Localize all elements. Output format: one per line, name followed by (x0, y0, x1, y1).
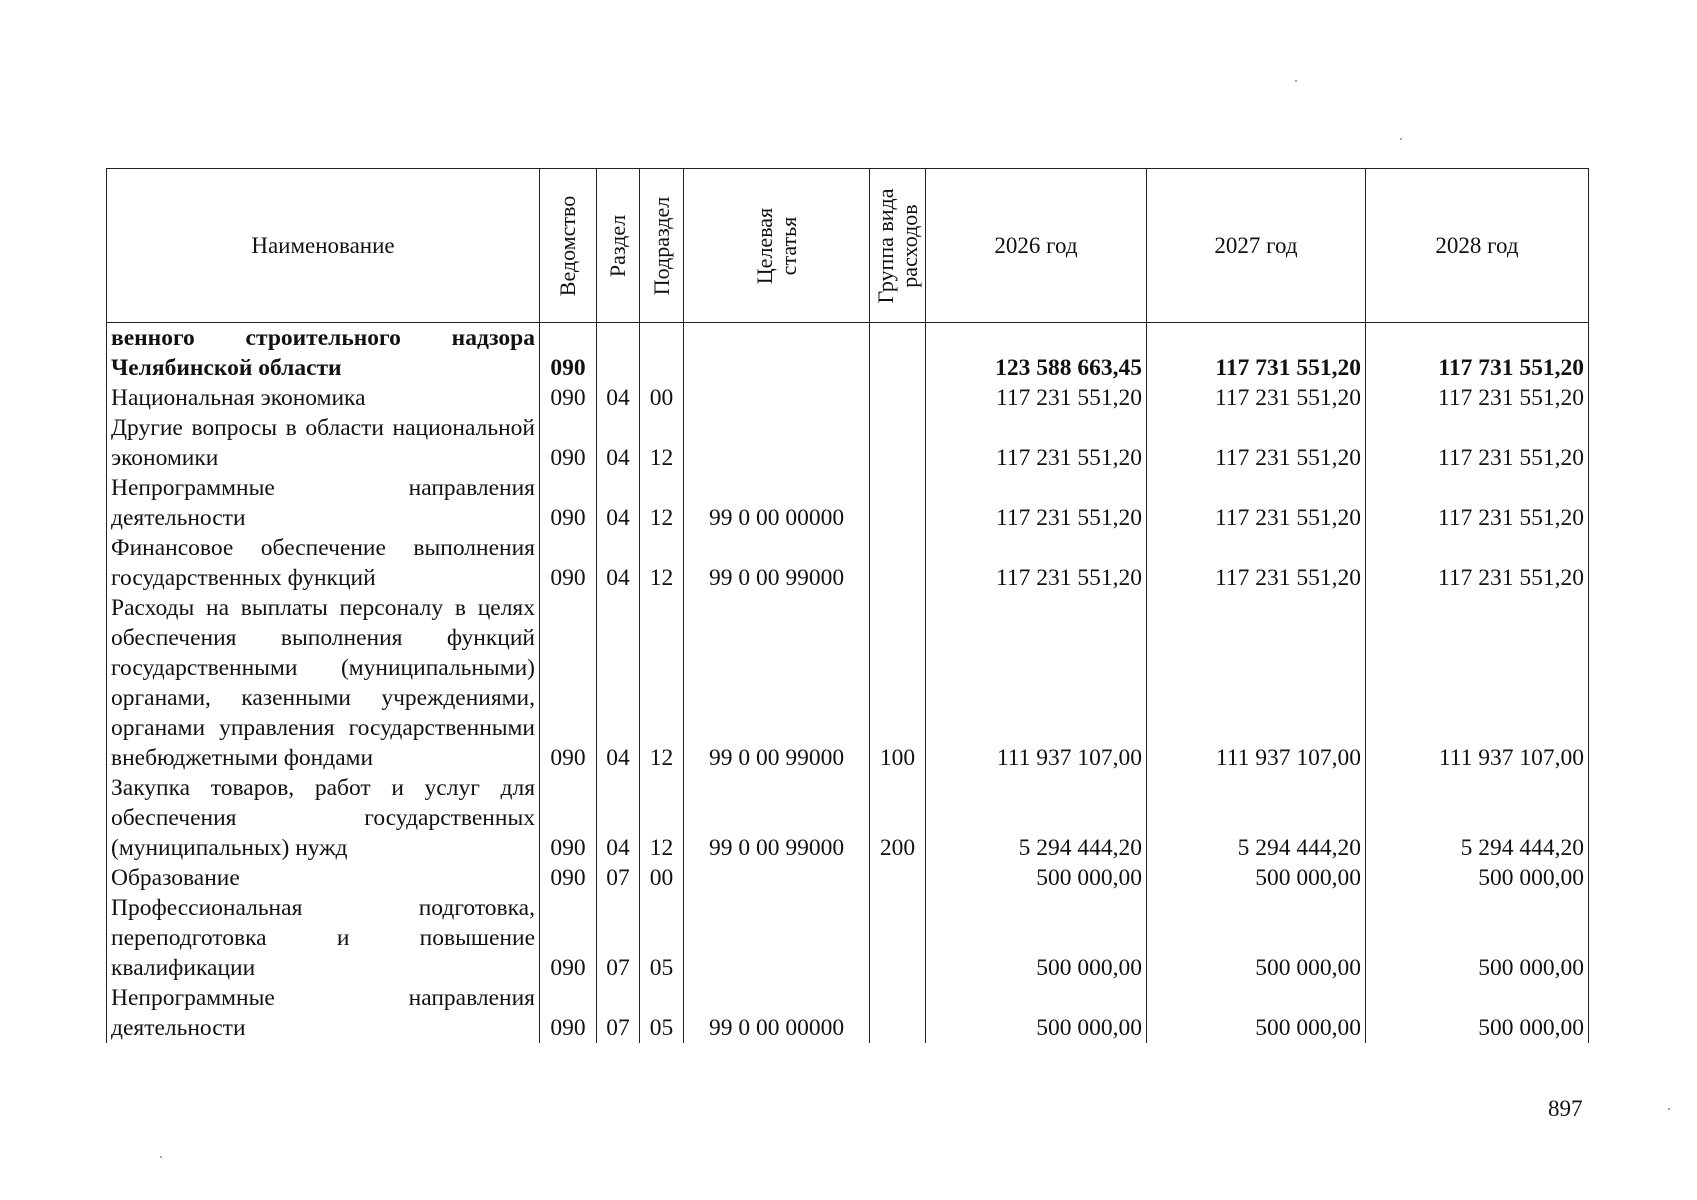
budget-table (106, 168, 1589, 1043)
row-2028: 500 000,00 (1366, 893, 1589, 983)
row-celevaya (684, 383, 870, 413)
scan-speck (1400, 138, 1402, 140)
table-row (107, 413, 1589, 473)
row-name: Непрограммные направления деятельности (107, 983, 540, 1043)
row-2026: 5 294 444,20 (926, 773, 1147, 863)
row-2027: 117 231 551,20 (1147, 533, 1366, 593)
row-gruppa (870, 533, 926, 593)
row-gruppa (870, 893, 926, 983)
row-name: Профессиональная подготовка, переподготовка и повышение квалификации (107, 893, 540, 983)
row-podrazdel: 00 (640, 863, 684, 893)
row-2026: 111 937 107,00 (926, 593, 1147, 773)
table-row (107, 893, 1589, 983)
row-2028: 500 000,00 (1366, 863, 1589, 893)
row-2028: 111 937 107,00 (1366, 593, 1589, 773)
row-name: Национальная экономика (107, 383, 540, 413)
header-razdel-label: Раздел (605, 214, 630, 277)
header-razdel (597, 169, 640, 323)
row-2027: 5 294 444,20 (1147, 773, 1366, 863)
header-podrazdel (640, 169, 684, 323)
row-celevaya: 99 0 00 99000 (684, 533, 870, 593)
row-name: Расходы на выплаты персоналу в целях обеспечения выполнения функций государственными (муниципальными) органами, казенными учреждениями, органами управления государственными внебюджетными фондами (107, 593, 540, 773)
row-podrazdel: 12 (640, 533, 684, 593)
row-vedomstvo: 090 (540, 383, 597, 413)
page-number: 897 (1548, 1096, 1583, 1121)
row-2027: 500 000,00 (1147, 983, 1366, 1043)
row-razdel: 04 (597, 383, 640, 413)
row-podrazdel: 12 (640, 773, 684, 863)
row-celevaya (684, 893, 870, 983)
header-celevaya-label: Целевая статья (751, 207, 801, 284)
row-gruppa (870, 383, 926, 413)
row-gruppa (870, 413, 926, 473)
row-name: венного строительного надзора Челябинской области (107, 323, 540, 384)
row-vedomstvo: 090 (540, 773, 597, 863)
row-2026: 500 000,00 (926, 893, 1147, 983)
header-name-label: Наименование (251, 232, 395, 258)
row-podrazdel: 05 (640, 983, 684, 1043)
row-vedomstvo: 090 (540, 533, 597, 593)
row-razdel: 07 (597, 893, 640, 983)
header-name (107, 169, 540, 323)
scan-speck (1668, 1108, 1670, 1110)
row-2026: 117 231 551,20 (926, 413, 1147, 473)
row-2026: 117 231 551,20 (926, 473, 1147, 533)
row-razdel: 04 (597, 593, 640, 773)
row-celevaya (684, 863, 870, 893)
table-row (107, 383, 1589, 413)
row-2027: 117 231 551,20 (1147, 383, 1366, 413)
row-podrazdel: 00 (640, 383, 684, 413)
row-2028: 117 731 551,20 (1366, 323, 1589, 384)
row-2028: 117 231 551,20 (1366, 473, 1589, 533)
row-2028: 117 231 551,20 (1366, 533, 1589, 593)
header-vedomstvo-label: Ведомство (555, 195, 580, 296)
row-gruppa (870, 473, 926, 533)
row-2028: 117 231 551,20 (1366, 413, 1589, 473)
row-razdel: 04 (597, 533, 640, 593)
row-2027: 117 731 551,20 (1147, 323, 1366, 384)
row-gruppa (870, 323, 926, 384)
table-row (107, 533, 1589, 593)
table-row (107, 863, 1589, 893)
row-vedomstvo: 090 (540, 863, 597, 893)
row-2026: 500 000,00 (926, 983, 1147, 1043)
scan-speck (160, 1156, 162, 1158)
row-name: Другие вопросы в области национальной экономики (107, 413, 540, 473)
row-gruppa (870, 863, 926, 893)
row-gruppa (870, 983, 926, 1043)
row-vedomstvo: 090 (540, 473, 597, 533)
header-celevaya (684, 169, 870, 323)
row-razdel: 04 (597, 413, 640, 473)
row-2027: 117 231 551,20 (1147, 473, 1366, 533)
row-vedomstvo: 090 (540, 413, 597, 473)
row-vedomstvo: 090 (540, 983, 597, 1043)
header-2028-label: 2028 год (1435, 232, 1519, 258)
row-podrazdel (640, 323, 684, 384)
row-razdel: 04 (597, 773, 640, 863)
header-gruppa-label: Группа вида расходов (872, 188, 922, 303)
row-2026: 500 000,00 (926, 863, 1147, 893)
header-gruppa (870, 169, 926, 323)
row-2026: 117 231 551,20 (926, 383, 1147, 413)
row-razdel: 04 (597, 473, 640, 533)
header-2028 (1366, 169, 1589, 323)
row-2027: 111 937 107,00 (1147, 593, 1366, 773)
table-row (107, 983, 1589, 1043)
row-gruppa: 200 (870, 773, 926, 863)
header-2026 (926, 169, 1147, 323)
header-2027 (1147, 169, 1366, 323)
row-name: Непрограммные направления деятельности (107, 473, 540, 533)
row-2027: 117 231 551,20 (1147, 413, 1366, 473)
row-vedomstvo: 090 (540, 893, 597, 983)
row-gruppa: 100 (870, 593, 926, 773)
row-podrazdel: 05 (640, 893, 684, 983)
row-celevaya (684, 323, 870, 384)
row-celevaya (684, 413, 870, 473)
row-2026: 117 231 551,20 (926, 533, 1147, 593)
row-razdel: 07 (597, 863, 640, 893)
row-celevaya: 99 0 00 00000 (684, 473, 870, 533)
row-celevaya: 99 0 00 99000 (684, 773, 870, 863)
header-2026-label: 2026 год (994, 232, 1078, 258)
table-row (107, 323, 1589, 384)
row-name: Закупка товаров, работ и услуг для обеспечения государственных (муниципальных) нужд (107, 773, 540, 863)
row-vedomstvo: 090 (540, 593, 597, 773)
header-2027-label: 2027 год (1214, 232, 1298, 258)
row-celevaya: 99 0 00 00000 (684, 983, 870, 1043)
row-podrazdel: 12 (640, 473, 684, 533)
row-2027: 500 000,00 (1147, 863, 1366, 893)
table-row (107, 773, 1589, 863)
row-razdel (597, 323, 640, 384)
row-name: Финансовое обеспечение выполнения государственных функций (107, 533, 540, 593)
row-celevaya: 99 0 00 99000 (684, 593, 870, 773)
header-podrazdel-label: Подраздел (648, 196, 674, 295)
header-row (107, 169, 1589, 323)
table-row (107, 593, 1589, 773)
row-2027: 500 000,00 (1147, 893, 1366, 983)
row-vedomstvo: 090 (540, 323, 597, 384)
row-2026: 123 588 663,45 (926, 323, 1147, 384)
row-razdel: 07 (597, 983, 640, 1043)
row-2028: 5 294 444,20 (1366, 773, 1589, 863)
row-2028: 500 000,00 (1366, 983, 1589, 1043)
scan-speck (1295, 80, 1297, 82)
row-name: Образование (107, 863, 540, 893)
header-vedomstvo (540, 169, 597, 323)
table-row (107, 473, 1589, 533)
row-2028: 117 231 551,20 (1366, 383, 1589, 413)
row-podrazdel: 12 (640, 413, 684, 473)
row-podrazdel: 12 (640, 593, 684, 773)
